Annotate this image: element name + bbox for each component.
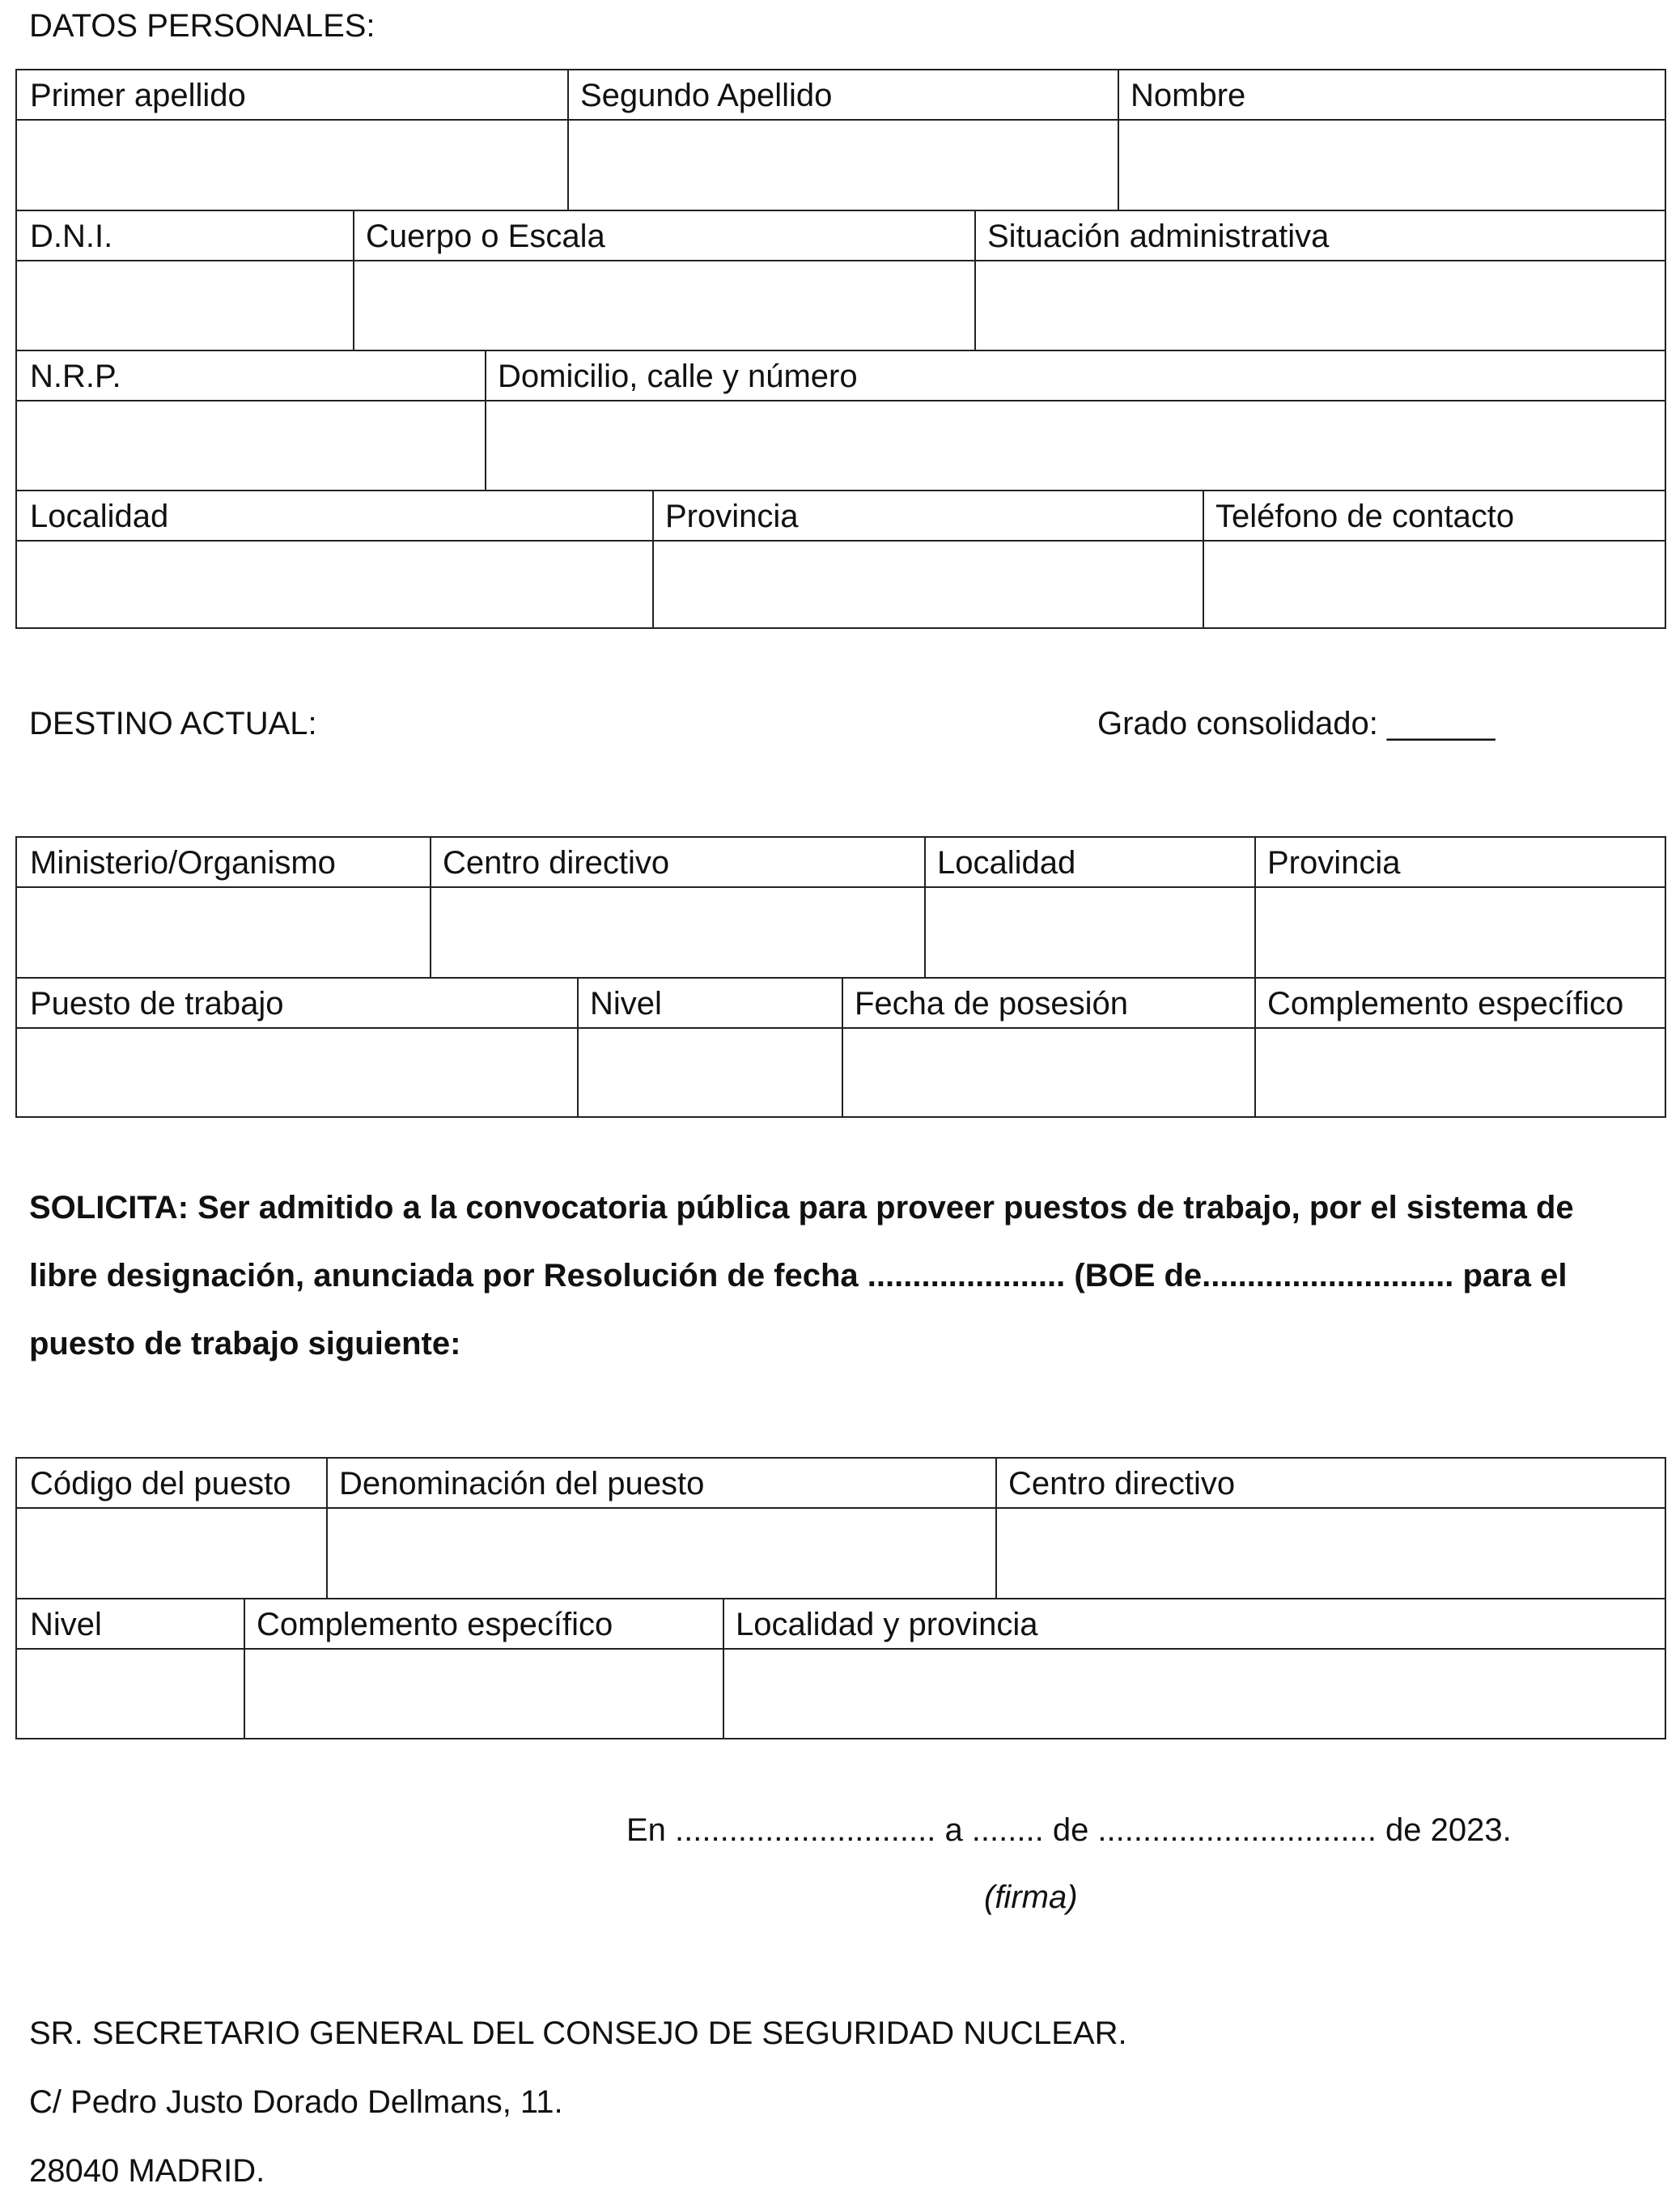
table-row [17, 211, 1665, 351]
field-label-domicilio: Domicilio, calle y número [498, 359, 858, 394]
field-label-complemento-especifico: Complemento específico [257, 1607, 613, 1642]
centro-directivo-field[interactable] [997, 1509, 1665, 1598]
localidad-provincia-field[interactable] [724, 1650, 1665, 1738]
field-label-nivel: Nivel [590, 986, 662, 1022]
situacion-administrativa-field[interactable] [976, 261, 1665, 350]
solicita-line-1: SOLICITA: Ser admitido a la convocatoria pública para proveer puestos de trabajo, por el sistema de [29, 1190, 1574, 1225]
puesto-trabajo-field[interactable] [17, 1029, 577, 1116]
field-label-provincia: Provincia [665, 499, 799, 534]
dni-field[interactable] [17, 261, 353, 350]
field-label-ministerio: Ministerio/Organismo [30, 845, 336, 881]
denominacion-puesto-field[interactable] [328, 1509, 995, 1598]
field-label-puesto-trabajo: Puesto de trabajo [30, 986, 284, 1022]
segundo-apellido-field[interactable] [569, 121, 1118, 210]
localidad-field[interactable] [926, 888, 1254, 977]
field-label-cuerpo-escala: Cuerpo o Escala [366, 219, 605, 254]
field-label-localidad-provincia: Localidad y provincia [736, 1607, 1038, 1642]
table-row [17, 979, 1665, 1116]
table-row [17, 491, 1665, 627]
table-row [17, 838, 1665, 979]
address-line: C/ Pedro Justo Dorado Dellmans, 11. [29, 2084, 563, 2120]
section-title-datos-personales: DATOS PERSONALES: [29, 8, 375, 44]
nivel-field[interactable] [17, 1650, 244, 1738]
fecha-posesion-field[interactable] [843, 1029, 1254, 1116]
field-label-telefono: Teléfono de contacto [1215, 499, 1515, 534]
nombre-field[interactable] [1119, 121, 1665, 210]
field-label-localidad: Localidad [30, 499, 169, 534]
personal-data-table [15, 69, 1666, 629]
grado-consolidado-label: Grado consolidado: ______ [1097, 706, 1495, 741]
field-label-denominacion-puesto: Denominación del puesto [339, 1466, 705, 1502]
table-row [17, 70, 1665, 211]
domicilio-field[interactable] [486, 401, 1665, 490]
telefono-field[interactable] [1204, 542, 1665, 627]
field-label-segundo-apellido: Segundo Apellido [580, 78, 833, 113]
puesto-solicitado-table [15, 1457, 1666, 1739]
destino-actual-table [15, 836, 1666, 1118]
recipient-line: SR. SECRETARIO GENERAL DEL CONSEJO DE SEGURIDAD NUCLEAR. [29, 2015, 1127, 2051]
cuerpo-escala-field[interactable] [354, 261, 974, 350]
complemento-especifico-field[interactable] [1256, 1029, 1665, 1116]
centro-directivo-field[interactable] [431, 888, 924, 977]
nivel-field[interactable] [579, 1029, 842, 1116]
table-row [17, 351, 1665, 491]
postal-city-line: 28040 MADRID. [29, 2153, 265, 2189]
section-title-destino-actual: DESTINO ACTUAL: [29, 706, 317, 741]
field-label-nombre: Nombre [1131, 78, 1246, 113]
firma-label: (firma) [984, 1880, 1078, 1915]
provincia-field[interactable] [654, 542, 1203, 627]
date-line: En ............................. a ........ de ............................... de 2023. [626, 1812, 1512, 1848]
localidad-field[interactable] [17, 542, 652, 627]
primer-apellido-field[interactable] [17, 121, 567, 210]
field-label-nivel: Nivel [30, 1607, 102, 1642]
solicita-line-3: puesto de trabajo siguiente: [29, 1326, 461, 1361]
field-label-dni: D.N.I. [30, 219, 113, 254]
field-label-primer-apellido: Primer apellido [30, 78, 246, 113]
field-label-localidad: Localidad [937, 845, 1076, 881]
solicita-line-2: libre designación, anunciada por Resolución de fecha ...................... (BOE de............................ para el [29, 1258, 1568, 1293]
codigo-puesto-field[interactable] [17, 1509, 326, 1598]
ministerio-field[interactable] [17, 888, 430, 977]
field-label-fecha-posesion: Fecha de posesión [855, 986, 1129, 1022]
field-label-provincia: Provincia [1267, 845, 1401, 881]
field-label-centro-directivo: Centro directivo [443, 845, 670, 881]
table-row [17, 1599, 1665, 1738]
field-label-centro-directivo: Centro directivo [1008, 1466, 1236, 1502]
field-label-codigo-puesto: Código del puesto [30, 1466, 291, 1502]
field-label-complemento-especifico: Complemento específico [1267, 986, 1624, 1022]
field-label-nrp: N.R.P. [30, 359, 121, 394]
table-row [17, 1459, 1665, 1599]
provincia-field[interactable] [1256, 888, 1665, 977]
complemento-especifico-field[interactable] [245, 1650, 723, 1738]
nrp-field[interactable] [17, 401, 485, 490]
field-label-situacion-administrativa: Situación administrativa [987, 219, 1330, 254]
